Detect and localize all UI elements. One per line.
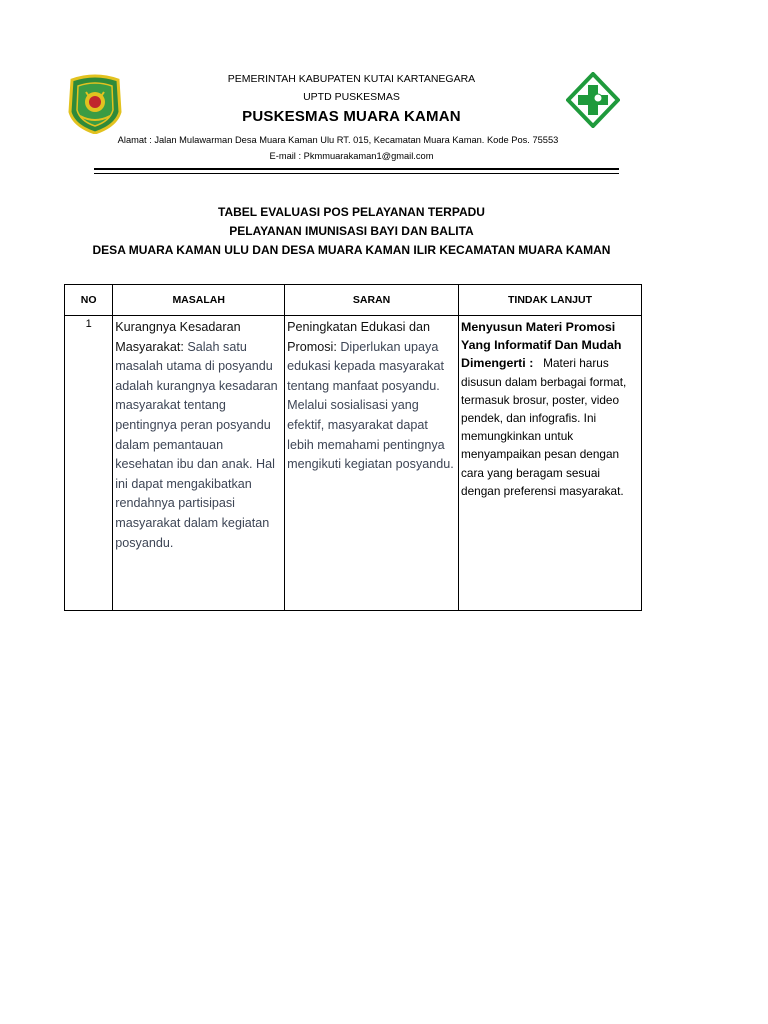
letterhead [0, 0, 768, 180]
evaluation-table [64, 284, 642, 611]
letterhead-government: PEMERINTAH KABUPATEN KUTAI KARTANEGARA [227, 73, 476, 85]
saran-body: Diperlukan upaya edukasi kepada masyarakat tentang manfaat posyandu. Melalui sosialisasi yang efektif, masyarakat dapat lebih memahami pentingnya mengikuti kegiatan posyandu. [287, 339, 454, 472]
masalah-lead: Kurangnya Kesadaran Masyarakat: [115, 320, 241, 354]
table-row [65, 316, 642, 611]
document-titles [0, 203, 703, 260]
letterhead-institution: PUSKESMAS MUARA KAMAN [242, 108, 461, 125]
title-line-2: PELAYANAN IMUNISASI BAYI DAN BALITA [229, 224, 474, 238]
header-saran: SARAN [285, 285, 459, 316]
title-line-1: TABEL EVALUASI POS PELAYANAN TERPADU [218, 205, 485, 219]
letterhead-rule-thick [94, 168, 619, 170]
letterhead-rule-thin [94, 173, 619, 174]
header-no: NO [65, 285, 113, 316]
saran-lead: Peningkatan Edukasi dan Promosi: [287, 320, 430, 354]
letterhead-email: E-mail : Pkmmuarakaman1@gmail.com [269, 151, 434, 161]
table-header-row [65, 285, 642, 316]
tindak-body: Materi harus disusun dalam berbagai format, termasuk brosur, poster, video pendek, dan infografis. Ini memungkinkan untuk menyampaikan pesan dengan cara yang beragam sesuai dengan preferensi masyarakat. [461, 356, 630, 498]
cell-saran [285, 316, 459, 611]
cell-masalah [113, 316, 285, 611]
letterhead-unit: UPTD PUSKESMAS [303, 91, 400, 103]
header-tindak-lanjut: TINDAK LANJUT [459, 285, 642, 316]
tindak-lead: Menyusun Materi Promosi Yang Informatif Dan Mudah Dimengerti : [461, 320, 622, 371]
puskesmas-cross-logo-icon [566, 72, 620, 128]
title-line-3: DESA MUARA KAMAN ULU DAN DESA MUARA KAMAN ILIR KECAMATAN MUARA KAMAN [92, 243, 611, 257]
header-masalah: MASALAH [113, 285, 285, 316]
cell-tindak-lanjut [459, 316, 642, 611]
letterhead-address: Alamat : Jalan Mulawarman Desa Muara Kaman Ulu RT. 015, Kecamatan Muara Kaman. Kode Pos. 75553 [117, 135, 559, 145]
masalah-body: Salah satu masalah utama di posyandu adalah kurangnya kesadaran masyarakat tentang pentingnya peran posyandu dalam pemantauan kesehatan ibu dan anak. Hal ini dapat mengakibatkan rendahnya partisipasi masyarakat dalam kegiatan posyandu. [115, 339, 278, 550]
cell-no: 1 [65, 316, 113, 611]
